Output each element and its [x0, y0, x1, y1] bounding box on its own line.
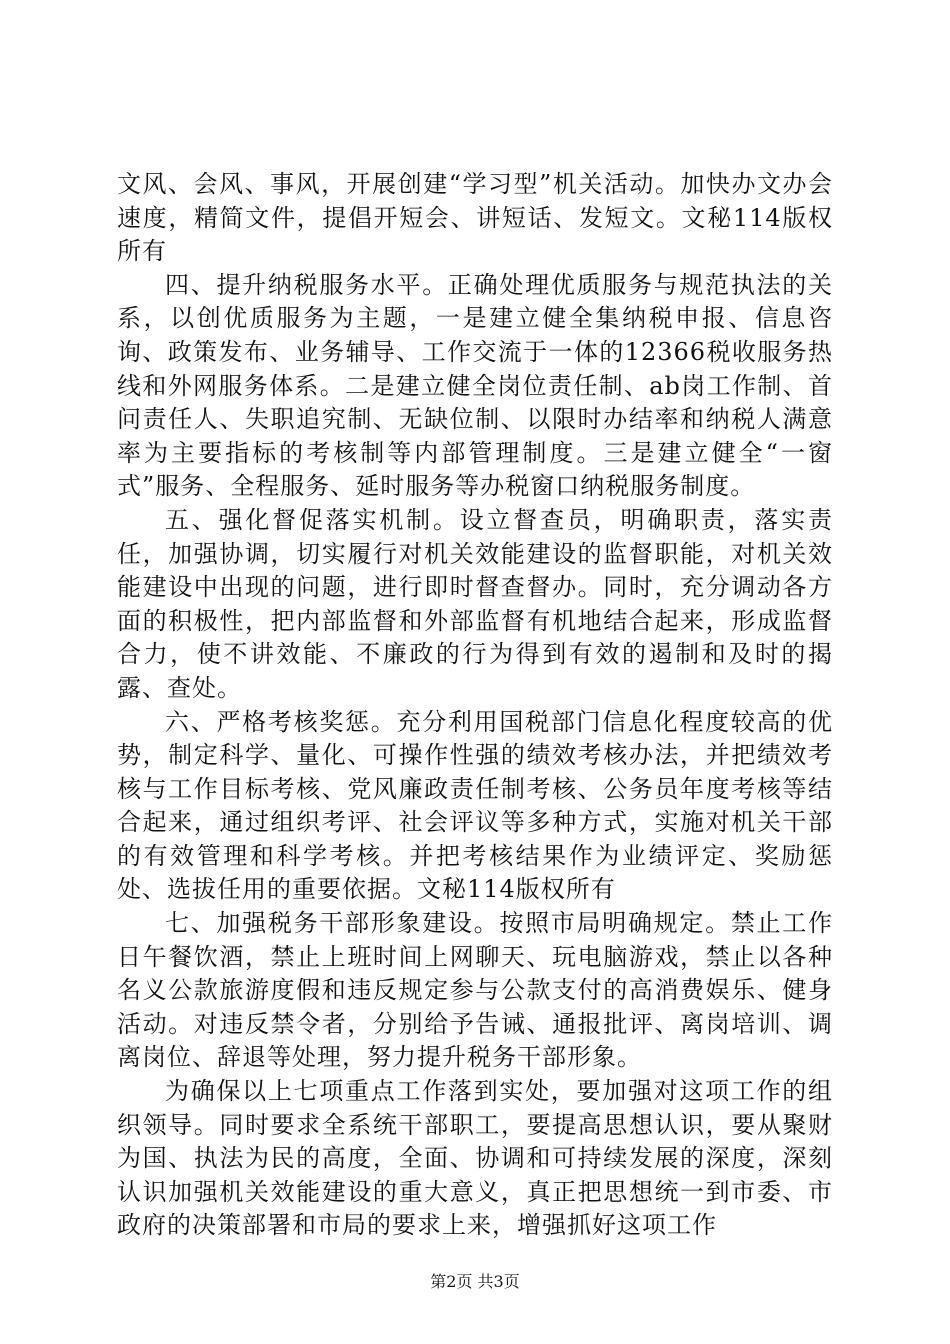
paragraph-assessment: 六、严格考核奖惩。充分利用国税部门信息化程度较高的优势，制定科学、量化、可操作性强的绩效考核办法，并把绩效考核与工作目标考核、党风廉政责任制考核、公务员年度考核等结合起来，通过组织考评、社会评议等多种方式，实施对机关干部的有效管理和科学考核。并把考核结果作为业绩评定、奖励惩处、选拔任用的重要依据。文秘114版权所有 — [117, 707, 833, 904]
document-body — [117, 168, 833, 1243]
page-number-footer: 第2页 共3页 — [430, 1272, 520, 1291]
paragraph-cadre-image: 七、加强税务干部形象建设。按照市局明确规定。禁止工作日午餐饮酒，禁止上班时间上网聊天、玩电脑游戏，禁止以各种名义公款旅游度假和违反规定参与公款支付的高消费娱乐、健身活动。对违反禁令者，分别给予告诫、通报批评、离岗培训、调离岗位、辞退等处理，努力提升税务干部形象。 — [117, 909, 833, 1072]
paragraph-leadership: 为确保以上七项重点工作落到实处，要加强对这项工作的组织领导。同时要求全系统干部职工，要提高思想认识，要从聚财为国、执法为民的高度，全面、协调和可持续发展的深度，深刻认识加强机关效能建设的重大意义，真正把思想统一到市委、市政府的决策部署和市局的要求上来，增强抓好这项工作 — [117, 1077, 833, 1240]
paragraph-supervision: 五、强化督促落实机制。设立督查员，明确职责，落实责任，加强协调，切实履行对机关效能建设的监督职能，对机关效能建设中出现的问题，进行即时督查督办。同时，充分调动各方面的积极性，把内部监督和外部监督有机地结合起来，形成监督合力，使不讲效能、不廉政的行为得到有效的遏制和及时的揭露、查处。 — [117, 505, 833, 702]
paragraph-tax-service: 四、提升纳税服务水平。正确处理优质服务与规范执法的关系，以创优质服务为主题，一是建立健全集纳税申报、信息咨询、政策发布、业务辅导、工作交流于一体的12366税收服务热线和外网服务体系。二是建立健全岗位责任制、ab岗工作制、首问责任人、失职追究制、无缺位制、以限时办结率和纳税人满意率为主要指标的考核制等内部管理制度。三是建立健全“一窗式”服务、全程服务、延时服务等办税窗口纳税服务制度。 — [117, 270, 833, 501]
paragraph-continuation: 文风、会风、事风，开展创建“学习型”机关活动。加快办文办会速度，精简文件，提倡开短会、讲短话、发短文。文秘114版权所有 — [117, 170, 833, 266]
